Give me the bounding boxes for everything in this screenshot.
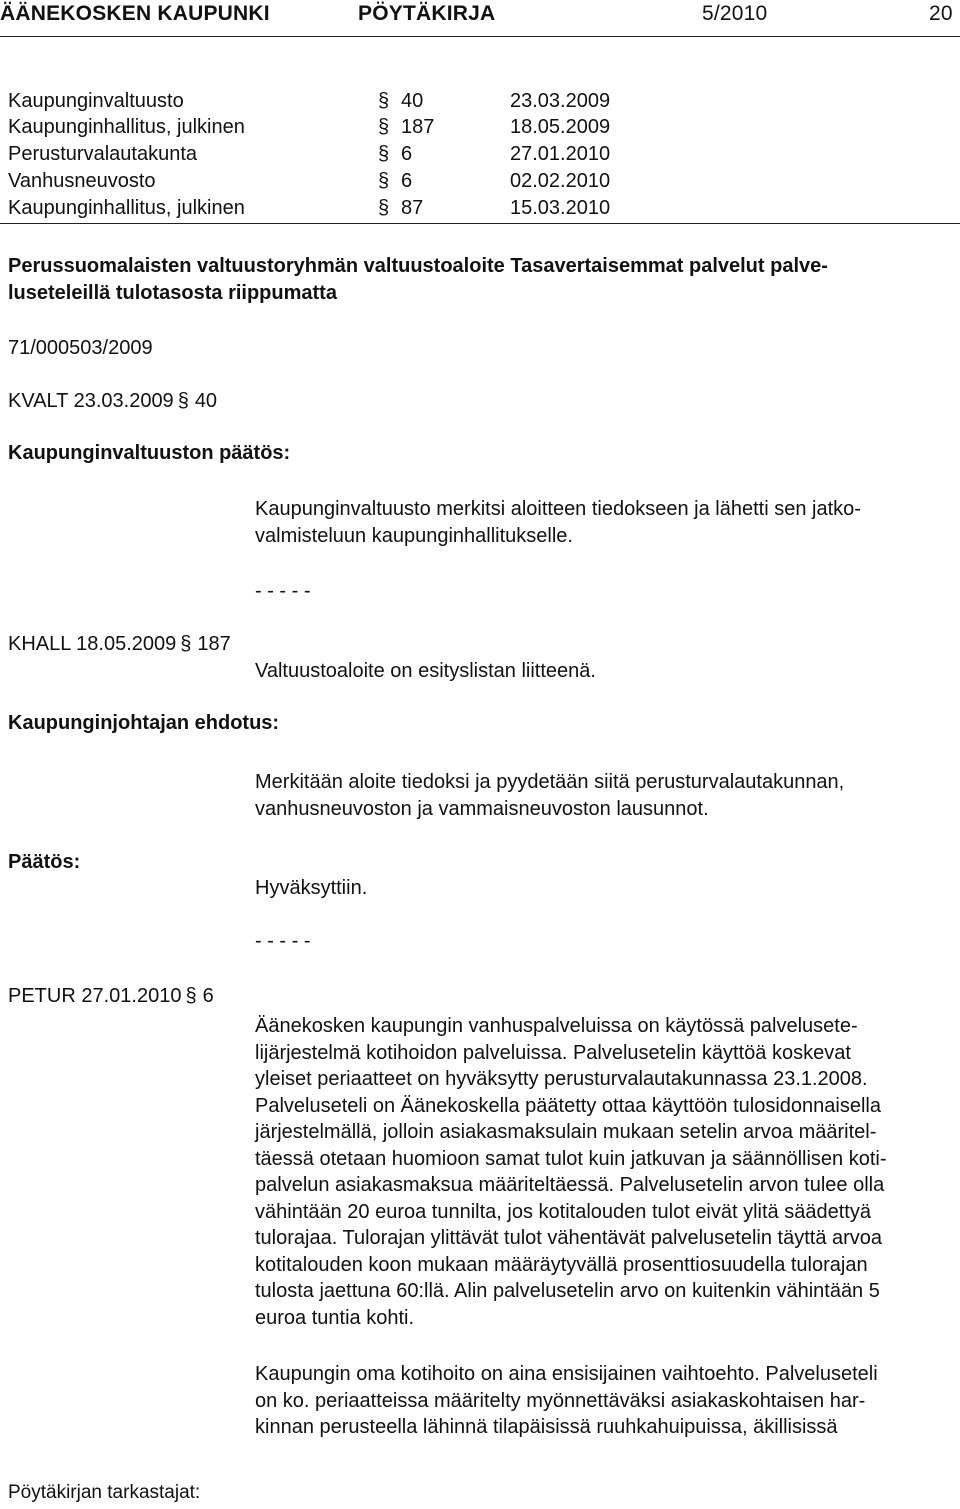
decision-heading: Päätös: — [8, 851, 81, 873]
text-line: euroa tuntia kohti. — [255, 1306, 414, 1329]
khall-ref: KHALL 18.05.2009 — [8, 633, 177, 655]
decision-text: Hyväksyttiin. — [255, 877, 368, 899]
history-section: 87 — [401, 197, 424, 219]
history-section: 187 — [401, 116, 435, 138]
text-line: vähintään 20 euroa tunnilta, jos kotitalouden tulot eivät ylitä säädettyä — [255, 1200, 871, 1223]
text-line: Äänekosken kaupungin vanhuspalveluissa on käytössä palvelusete- — [255, 1015, 858, 1037]
history-date: 18.05.2009 — [510, 116, 611, 138]
khall-section: 187 — [197, 633, 231, 655]
history-row — [8, 116, 648, 142]
text-line: täessä otetaan huomioon samat tulot kuin jatkuvan ja säännöllisen koti- — [255, 1147, 887, 1170]
title-line: Perussuomalaisten valtuustoryhmän valtuustoaloite Tasavertaisemmat palvelut palve- — [8, 255, 828, 277]
kvalt-ref: KVALT 23.03.2009 — [8, 390, 174, 412]
text-line: Kaupungin oma kotihoito on aina ensisijainen vaihtoehto. Palveluseteli — [255, 1363, 878, 1385]
history-rule — [0, 223, 960, 224]
history-row — [8, 197, 648, 223]
history-row — [8, 143, 648, 169]
text-line: järjestelmällä, jolloin asiakasmaksulain mukaan setelin arvoa määritel- — [255, 1121, 877, 1143]
text-line: kotitalouden koon mukaan määräytyvällä prosenttiosuudella tulorajan — [255, 1253, 868, 1276]
text-line: tulorajaa. Tulorajan ylittävät tulot vähentävät palvelusetelin täyttä arvoa — [255, 1227, 883, 1249]
text-line: lijärjestelmä kotihoidon palveluissa. Palvelusetelin käyttöä koskevat — [255, 1041, 851, 1064]
verifiers-label: Pöytäkirjan tarkastajat: — [8, 1482, 201, 1503]
petur-reference — [8, 985, 214, 1008]
history-body: Perusturvalautakunta — [8, 143, 198, 165]
section-symbol: § — [378, 90, 390, 112]
history-section: 6 — [401, 170, 413, 192]
kvalt-heading: Kaupunginvaltuuston päätös: — [8, 442, 291, 464]
text-line: Merkitään aloite tiedoksi ja pyydetään siitä perusturvalautakunnan, — [255, 771, 845, 793]
history-body: Vanhusneuvosto — [8, 170, 156, 192]
proposal-heading: Kaupunginjohtajan ehdotus: — [8, 712, 280, 734]
history-body: Kaupunginhallitus, julkinen — [8, 116, 245, 138]
petur-section: 6 — [202, 985, 214, 1007]
khall-reference — [8, 633, 231, 656]
section-symbol: § — [378, 197, 390, 219]
title-line: luseteleillä tulotasosta riippumatta — [8, 281, 337, 304]
section-symbol: § — [378, 116, 390, 138]
kvalt-reference — [8, 390, 217, 413]
text-line: tulosta jaettuna 60:llä. Alin palvelusetelin arvo on kuitenkin vähintään 5 — [255, 1280, 880, 1302]
history-date: 15.03.2010 — [510, 197, 611, 219]
petur-ref: PETUR 27.01.2010 — [8, 985, 182, 1007]
text-line: Kaupunginvaltuusto merkitsi aloitteen tiedokseen ja lähetti sen jatko- — [255, 498, 861, 520]
separator: - - - - - — [255, 930, 311, 952]
kvalt-decision-text — [255, 496, 861, 549]
history-row — [8, 90, 648, 116]
history-body: Kaupunginvaltuusto — [8, 90, 184, 112]
document-type: PÖYTÄKIRJA — [358, 2, 496, 25]
section-symbol: § — [378, 143, 390, 165]
organization-name: ÄÄNEKOSKEN KAUPUNKI — [0, 2, 270, 25]
text-line: kinnan perusteella lähinnä tilapäisissä ruuhkahuipuissa, äkillisissä — [255, 1416, 838, 1438]
header-rule — [0, 36, 960, 37]
separator: - - - - - — [255, 580, 311, 602]
text-line: palvelun asiakasmaksua määriteltäessä. Palvelusetelin arvon tulee olla — [255, 1174, 885, 1196]
kvalt-section: 40 — [194, 390, 218, 412]
document-number: 5/2010 — [702, 2, 768, 25]
history-date: 27.01.2010 — [510, 143, 611, 165]
text-line: Palveluseteli on Äänekoskella päätetty ottaa käyttöön tulosidonnaisella — [255, 1094, 881, 1117]
text-line: on ko. periaatteissa määritelty myönnettäväksi asiakaskohtaisen har- — [255, 1389, 866, 1412]
petur-paragraph-1 — [255, 1013, 887, 1331]
section-symbol: § — [177, 390, 189, 412]
petur-paragraph-2 — [255, 1361, 878, 1441]
section-symbol: § — [378, 170, 390, 192]
matter-title — [8, 253, 828, 306]
text-line: vanhusneuvoston ja vammaisneuvoston lausunnot. — [255, 797, 709, 820]
page-header — [0, 0, 960, 36]
diary-number: 71/000503/2009 — [8, 337, 153, 359]
proposal-text — [255, 769, 844, 822]
history-row — [8, 170, 648, 196]
history-section: 6 — [401, 143, 413, 165]
history-date: 23.03.2009 — [510, 90, 611, 112]
text-line: yleiset periaatteet on hyväksytty perusturvalautakunnassa 23.1.2008. — [255, 1068, 868, 1090]
section-symbol: § — [185, 985, 197, 1007]
page-number: 20 — [929, 2, 953, 25]
attachment-note: Valtuustoaloite on esityslistan liitteenä. — [255, 660, 596, 682]
text-line: valmisteluun kaupunginhallitukselle. — [255, 524, 573, 547]
history-body: Kaupunginhallitus, julkinen — [8, 197, 245, 219]
history-date: 02.02.2010 — [510, 170, 611, 192]
section-symbol: § — [180, 633, 192, 655]
history-section: 40 — [401, 90, 424, 112]
